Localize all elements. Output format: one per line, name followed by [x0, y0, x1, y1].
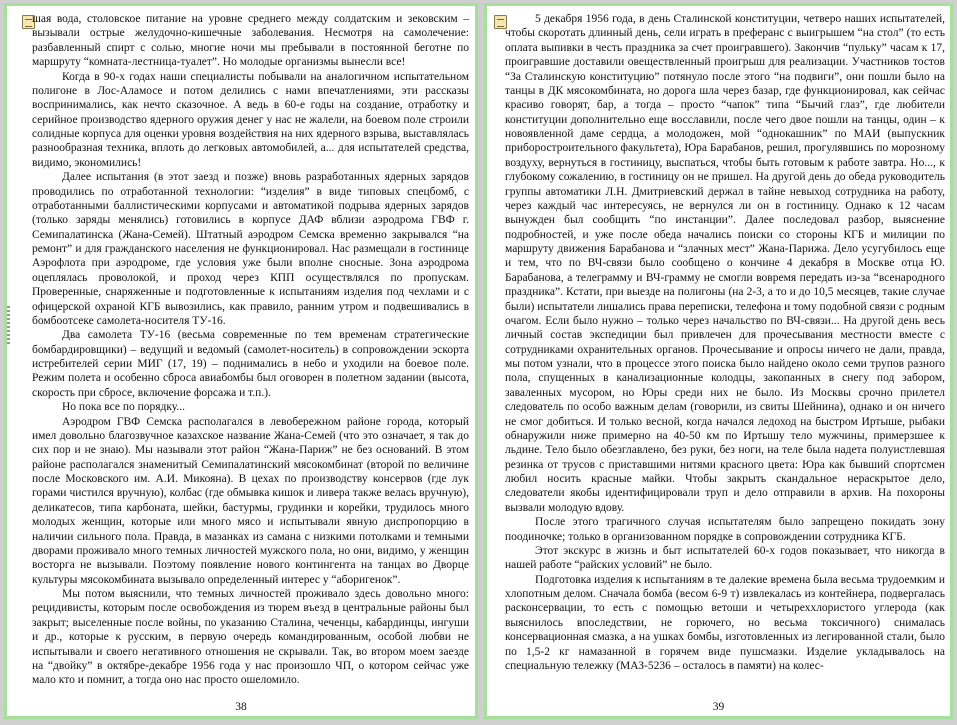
paragraph: Два самолета ТУ-16 (весьма современные по тем временам стратегические бомбардировщики) – ведущий и ведомый (самолет-носитель) в сопровождении эскорта истребителей серии МИГ (17, 19) – поднимались в небо и уходили на боевое поле. Режим полета и особенно сброса авиабомбы был оговорен в полетном задании (высота, скорость при сбросе, включение форсажа и т.п.). — [32, 329, 469, 399]
paragraph: Но пока все по порядку... — [62, 401, 186, 414]
paragraph: Далее испытания (в этот заезд и позже) вновь разработанных ядерных зарядов проводились по отработанной технологии: “изделия” в виде типовых спецбомб, с отработанными баллистическими корпусами и автоматикой подрыва ядерных зарядов (только заряды менялись) готовились в корпусе ДАФ вблизи аэродрома ГВФ г. Семипалатинска (Жана-Семей). Штатный аэродром Семска временно закрывался “на ремонт” и для гражданского населения не функционировал. Нас размещали в гостинице Аэрофлота при аэродроме, где условия уже были вполне сносные. Зона аэродрома оцеплялась проволокой, и проход через КПП осуществлялся по пропускам. Проверенные, снаряженные и подготовленные к испытаниям изделия под чехлами и с офицерской охраной КГБ вывозились, как правило, ранним утром и подвешивались в бомбоотсеке самолета-носителя ТУ-16. — [32, 171, 469, 327]
paragraph: шая вода, столовское питание на уровне среднего между солдатским и зековским – вызывали острые желудочно-кишечные заболевания. Несмотря на самолечение: разбавленный спирт с солью, многие ночи мы пребывали в постоянной беготне по маршруту “комната-лестница-туалет”. Но молодые организмы вынесли все! — [32, 13, 469, 69]
page-number: 38 — [235, 701, 247, 713]
paragraph: Когда в 90-х годах наши специалисты побывали на аналогичном испытательном полигоне в Лос-Аламосе и потом делились с нами впечатлениями, эти рассказы воспринимались, как нечто сказочное. А ведь в 60-е годы на создание, отработку и серийное производство ядерного оружия денег у нас не жалели, на боевом поле строили солидные корпуса для оценки уровня воздействия на них ядерного взрыва, выставлялась разнообразная техника, вплоть до легковых автомобилей, а... для испытателей средства, видимо, экономились! — [32, 70, 469, 169]
paragraph: Подготовка изделия к испытаниям в те далекие времена была весьма трудоемким и хлопотным делом. Сначала бомба (весом 6-9 т) извлекалась из контейнера, подвергалась расконсервации, то есть с помощью ветоши и четыреххлористого углерода (как выяснилось впоследствии, не горючего, но весьма токсичного) снималась консервационная смазка, а на ушках бомбы, изготовленных из легированной стали, было по 1,5-2 кг намазанной в горячем виде пушсмазки. Изделие укладывалось на специальную тележку (МАЗ-5236 – осталось в памяти) на колес- — [505, 573, 945, 672]
left-page — [4, 3, 478, 719]
page-number: 39 — [712, 701, 725, 713]
paragraph: После этого трагичного случая испытателям было запрещено покидать зону поодиночке; только в организованном порядке в сопровождении сотрудника КГБ. — [505, 516, 945, 543]
left-page-text — [32, 12, 469, 688]
right-page — [484, 3, 953, 719]
paragraph: Аэродром ГВФ Семска располагался в левобережном районе города, который имел довольно благозвучное казахское название Жана-Семей (что это означает, я так до сих пор и не знаю). Мы называли этот район “Жана-Париж” не без оснований. В этом районе располагался знаменитый Семипалатинский мясокомбинат (второй по величине после Московского им. А.И. Микояна). В цехах по производству консервов (где лук горами чистился вручную), колбас (где обмывка кишок и ливера также велась вручную), деликатесов, типа карбоната, шейки, бастурмы, грудинки и корейки, трудилось много молодых женщин, которые или много мясо и испытывали явную диспропорцию в наличии сильного пола. Правда, в мазанках из самана с низкими потолками и темными дворами проживало много темных личностей мужского пола, но они, видимо, у женщин восторга не вызывали. Поэтому появление нового контингента на танцах во Дворце культуры мясокомбината вызывало определенный интерес у “аборигенок”. — [32, 415, 469, 586]
right-page-text — [505, 12, 945, 673]
paragraph: 5 декабря 1956 года, в день Сталинской конституции, четверо наших испытателей, чтобы скоротать длинный день, сели играть в преферанс с выигрышем “на стол” (то есть оплата выпивки в честь праздника за счет проигравшего). Закончив “пульку” часам к 17, проигравшие доставили овеществленный проигрыш для реализации. Участников тостов “За Сталинскую конституцию” потянуло после этого “на подвиги”, они пошли было на танцы в ДК мясокомбината, но дорога шла через базар, где функционировал, как сейчас красиво говорят, бар, а тогда – просто “чапок” типа “Бычий глаз”, где любители конституции дополнительно еще восславили, после чего двое пошли на танцы, один – к новоявленной даме сердца, а молодожен, мой “однокашник” по МАИ (выпускник приборостроительного факультета), Юра Барабанов, решил, прогулявшись по морозному воздуху, вернуться в гостиницу, выспаться, чтобы быть готовым к работе завтра. Но..., к глубокому сожалению, в гостиницу он не пришел. На другой день до обеда руководитель группы автоматики Л.Н. Дмитриевский держал в тайне невыход сотрудника на работу, через каждый час интересуясь, не вернулся ли он в гостиницу. Однако к 12 часам вынужден был сообщить “по инстанции”. Далее последовал разбор, выяснение подробностей, и уже после обеда начались поиски со стороны КГБ и милиции по маршруту движения Барабанова и “злачных мест” Жана-Парижа. Дело усугубилось еще и тем, что по ВЧ-связи было сообщено о кончине 4 декабря в Москве отца Ю. Барабанова, а телеграмму и ВЧ-грамму не смогли вовремя передать из-за “всенародного праздника”. Кстати, при выезде на полигоны (на 2-3, а то и до 10,5 месяцев, такие случае были) испытатели лишались права переписки, телефона и тому подобной связи с родным очагом. Если было нужно – только через начальство по ВЧ-связи... На другой день весь личный состав экспедиции был привлечен для прочесывания местности вместе с сотрудниками охранительных органов. Прочесывание и опросы ничего не дали, правда, мы потом узнали, что в процессе этого поиска было найдено около семи трупов разного пола, спущенных в канализационные колодцы, закопанных в снегу под забором, заваленных мусором, но Юры среди них не было. Из Москвы срочно прилетел следователь по особо важным делам (говорили, из свиты Шейнина), однако и он ничего не смог добиться. И только весной, когда начался ледоход на быстром Иртыше, рыбаки обнаружили ниже примерно на 40-50 км по Иртышу тело мужчины, примерзшее к льдине. Тело было обезглавлено, без руки, без ноги, на теле была надета полуистлевшая резинка от трусов с приставшими нитями красного цвета: Юра как бывший спортсмен любил носить красные майки. Чтобы закрыть скандальное нераскрытое дело, следователи якобы идентифицировали труп и дело отправили в архив. На похороны вызвали молодую вдову. — [505, 13, 945, 514]
paragraph: Мы потом выяснили, что темных личностей проживало здесь довольно много: рецидивисты, которым после освобождения из тюрем въезд в центральные районы был закрыт; выселенные после войны, по указанию Сталина, чеченцы, кабардинцы, ингуши и др., которые к русским, в первую очередь командированным, особой любви не испытывали и своего негативного отношения не скрывали. Так, во втором моем заезде на “двойку” в октябре-декабре 1956 года у нас произошло ЧП, о котором сейчас уже мало кто и помнит, а тогда оно нас просто ошеломило. — [32, 588, 469, 687]
page-edge-marker — [7, 306, 10, 346]
paragraph: Этот экскурс в жизнь и быт испытателей 60-х годов показывает, что никогда в нашей работе “райских условий” не было. — [505, 544, 945, 572]
